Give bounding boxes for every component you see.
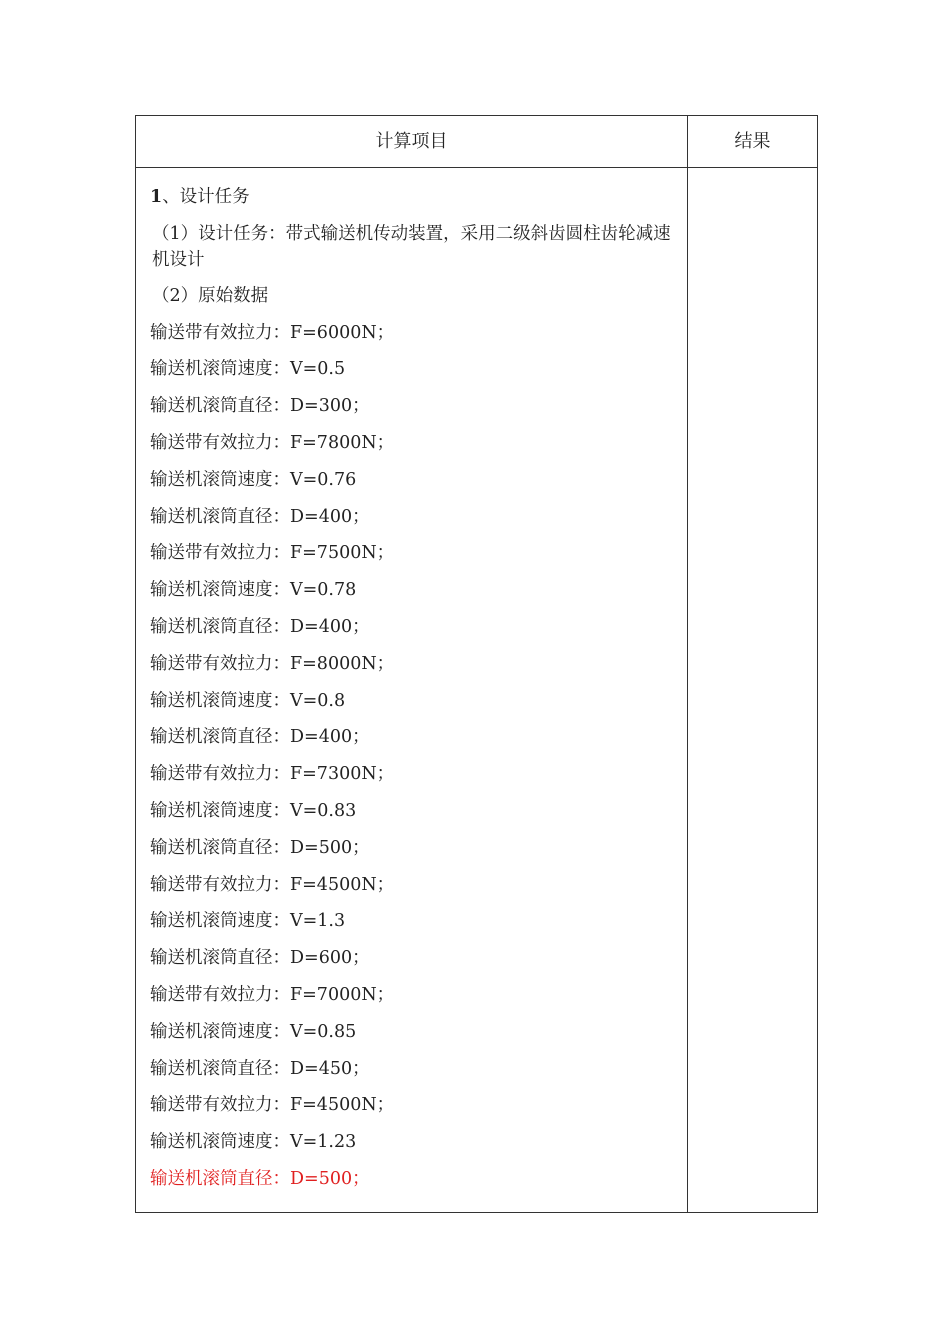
data-line: 输送带有效拉力：F=8000N；: [150, 653, 395, 674]
data-line-highlighted: 输送机滚筒直径：D=500；: [150, 1168, 370, 1189]
data-line: 输送带有效拉力：F=6000N；: [150, 322, 395, 343]
section-number: 1: [150, 187, 163, 207]
data-line: 输送机滚筒直径：D=300；: [150, 396, 370, 417]
data-line: 输送机滚筒速度：V=0.8: [150, 690, 346, 711]
data-line: 输送带有效拉力：F=4500N；: [150, 874, 395, 895]
data-line: 输送机滚筒直径：D=450；: [150, 1058, 370, 1079]
section-title-text: 、设计任务: [162, 187, 250, 207]
section-title: [150, 179, 680, 216]
data-line: 输送机滚筒速度：V=1.3: [150, 911, 346, 932]
data-line: 输送机滚筒直径：D=400；: [150, 727, 370, 748]
calculation-table: [135, 115, 818, 1213]
data-line: 输送机滚筒直径：D=400；: [150, 616, 370, 637]
data-line: 输送带有效拉力：F=7800N；: [150, 432, 395, 453]
header-divider: [136, 167, 817, 168]
data-line: 输送机滚筒速度：V=0.85: [150, 1021, 357, 1042]
data-line: 输送机滚筒速度：V=0.78: [150, 580, 357, 601]
data-line: 输送带有效拉力：F=7300N；: [150, 764, 395, 785]
data-line: 输送机滚筒速度：V=0.76: [150, 469, 357, 490]
column-divider: [687, 116, 688, 1212]
data-line: 输送机滚筒直径：D=600；: [150, 948, 370, 969]
data-list: [150, 315, 680, 1198]
data-line: 输送机滚筒速度：V=0.5: [150, 359, 346, 380]
data-line: 输送带有效拉力：F=7000N；: [150, 984, 395, 1005]
calc-content: [150, 179, 680, 1198]
header-calc-items: 计算项目: [375, 131, 448, 152]
data-line: 输送带有效拉力：F=4500N；: [150, 1095, 395, 1116]
data-line: 输送机滚筒速度：V=1.23: [150, 1132, 357, 1153]
data-line: 输送带有效拉力：F=7500N；: [150, 543, 395, 564]
header-results: 结果: [734, 131, 771, 152]
data-line: 输送机滚筒直径：D=500；: [150, 837, 370, 858]
data-line: 输送机滚筒速度：V=0.83: [150, 800, 357, 821]
data-line: 输送机滚筒直径：D=400；: [150, 506, 370, 527]
task-description: （1）设计任务：带式输送机传动装置，采用二级斜齿圆柱齿轮减速机设计: [152, 223, 671, 270]
data-heading: （2）原始数据: [152, 285, 269, 306]
